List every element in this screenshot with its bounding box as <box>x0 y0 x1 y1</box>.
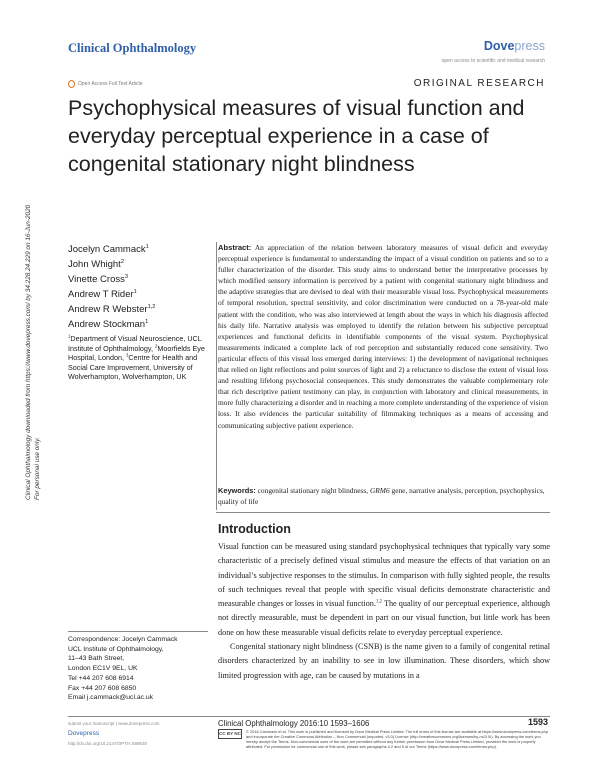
watermark-line-1: Clinical Ophthalmology downloaded from https://www.dovepress.com/ by 34.228.24.229 on 16-Jun-2020 <box>25 204 32 500</box>
divider <box>68 631 208 632</box>
doi-link[interactable]: http://dx.doi.org/10.2147/OPTH.S89530 <box>68 741 148 746</box>
section-label: ORIGINAL RESEARCH <box>413 78 545 89</box>
column-divider <box>216 242 217 510</box>
affiliations <box>68 334 210 382</box>
author: Andrew T Rider$^1$ <box>68 288 137 300</box>
citation: Clinical Ophthalmology 2016:10 1593–1606 <box>218 719 370 728</box>
article-title: Psychophysical measures of visual function and everyday perceptual experience in a case of congenital stationary night blindness <box>68 96 525 176</box>
watermark-line-2: For personal use only. <box>34 437 41 500</box>
keywords: Keywords: congenital stationary night blindness, GRM6 gene, narrative analysis, perception, psychophysics, quality of life <box>218 486 545 507</box>
affiliation-marker: 3 <box>125 352 129 358</box>
author: Vinette Cross$^3$ <box>68 273 129 285</box>
publisher-logo: Dovepress <box>483 39 545 53</box>
divider <box>68 716 550 717</box>
affiliation-marker: 2 <box>154 343 158 349</box>
correspondence: Correspondence: Jocelyn Cammack UCL Institute of Ophthalmology, 11–43 Bath Street, London EC1V 9EL, UK Tel +44 207 608 6914 Fax +44 207 608 6850 Email j.cammack@ucl.ac.uk <box>68 635 208 703</box>
journal-name: Clinical Ophthalmology <box>68 41 197 55</box>
section-heading-introduction: Introduction <box>218 522 291 536</box>
open-access-icon <box>68 80 75 88</box>
author: John Whight$^2$ <box>68 258 124 270</box>
author-list <box>68 242 155 332</box>
affiliation-marker: 1 <box>68 333 71 339</box>
publisher-tagline: open access to scientific and medical research <box>441 58 545 64</box>
affiliation-text: Moorfields Eye Hospital, London, <box>68 343 205 363</box>
author: Jocelyn Cammack$^1$ <box>68 243 149 255</box>
paragraph: Congenital stationary night blindness (CSNB) is the name given to a family of congenital retinal disorders characterized by an inability to see in low illumination. These disorders, which show limited progression with age, can be caused by mutations in a <box>218 642 550 680</box>
affiliation-text: Department of Visual Neuroscience, UCL Institute of Ophthalmology, <box>68 334 202 353</box>
divider <box>216 512 550 513</box>
introduction-body <box>218 540 550 683</box>
cc-license-icon: CC BY NC <box>218 729 242 739</box>
page-number: 1593 <box>527 717 548 727</box>
license-text: CC BY NC © 2016 Cammack et al. This work is published and licensed by Dove Medical Press Limited. The full terms of this license are available at https://www.dovepress.com/terms.php and incorporate the Creative Commons Attribution – Non Commercial (unported, v3.0) License (http://creativecommons.org/licenses/by-nc/3.0/). By accessing the work you hereby accept the Terms. Non-commercial uses of the work are permitted without any further permission from Dove Medical Press Limited, provided the work is properly attributed. For permission for commercial use of this work, please see paragraphs 4.2 and 5 of our Terms (https://www.dovepress.com/terms.php). <box>219 729 549 749</box>
paragraph: Visual function can be measured using standard psychophysical techniques that typically vary some characteristic of a precisely defined visual stimulus and measure the effects of that variation on an individual’s subjective responses to the stimulus. In comparison with fully sighted people, the results of such techniques reveal that people with specific visual deficits demonstrate characteristic and measurable changes or losses in visual function.$^{1,2}$ The quality of our perceptual experience, although not directly measurable, must be dependent in part on our visual function, but little work has been done on how these measurable visual deficits relate to everyday perceptual experience. <box>218 542 550 637</box>
email-link[interactable]: Email j.cammack@ucl.ac.uk <box>68 694 154 702</box>
open-access-label: Open Access Full Text Article <box>68 80 142 88</box>
author: Andrew R Webster$^{1,2}$ <box>68 303 156 315</box>
abstract: Abstract: An appreciation of the relation between laboratory measures of visual deficit and everyday perceptual experience is fundamental to understanding the impact of a visual condition on patients and so to a fuller characterization of the disorder. This study aims to understand better the interpretative processes by which modified sensory information is perceived by a patient with congenital stationary night blindness and the adaptive strategies that are devised to deal with their measurable visual loss. Psychophysical measurements of temporal resolution, spectral sensitivity, and color discrimination were conducted on a 78-year-old male patient with the condition, who was also interviewed at length about the ways in which his diagnosis affected his daily life. Narrative analysis was employed to identify the relation between his subjective perceptual experiences and functional deficits in identifiable components of the visual system. Psychophysical measurements indicated a complete lack of rod perception and substantially reduced cone sensitivity. Two particular effects of this visual loss emerged during interviews: 1) the development of navigational techniques that relied on light reflections and point sources of light and 2) a reluctance to disclose the extent of visual loss and resulting lifelong psychosocial consequences. This study demonstrates the valuable complementary role that rich descriptive patient testimony can play, in conjunction with laboratory and clinical measurements, in more fully characterizing a disorder and in reaching a more complete understanding of the experience of vision loss. It also evidences the particular suitability of filmmaking techniques as a means of accessing and communicating subjective patient experience. <box>218 243 548 430</box>
footer-publisher-logo: Dovepress <box>68 730 100 737</box>
author: Andrew Stockman$^1$ <box>68 318 149 330</box>
download-watermark <box>20 160 46 520</box>
submit-manuscript-link[interactable]: submit your manuscript | www.dovepress.com <box>68 721 160 726</box>
affiliation-text: Centre for Health and Social Care Improvement, University of Wolverhampton, Wolverhampton, UK <box>68 353 198 382</box>
